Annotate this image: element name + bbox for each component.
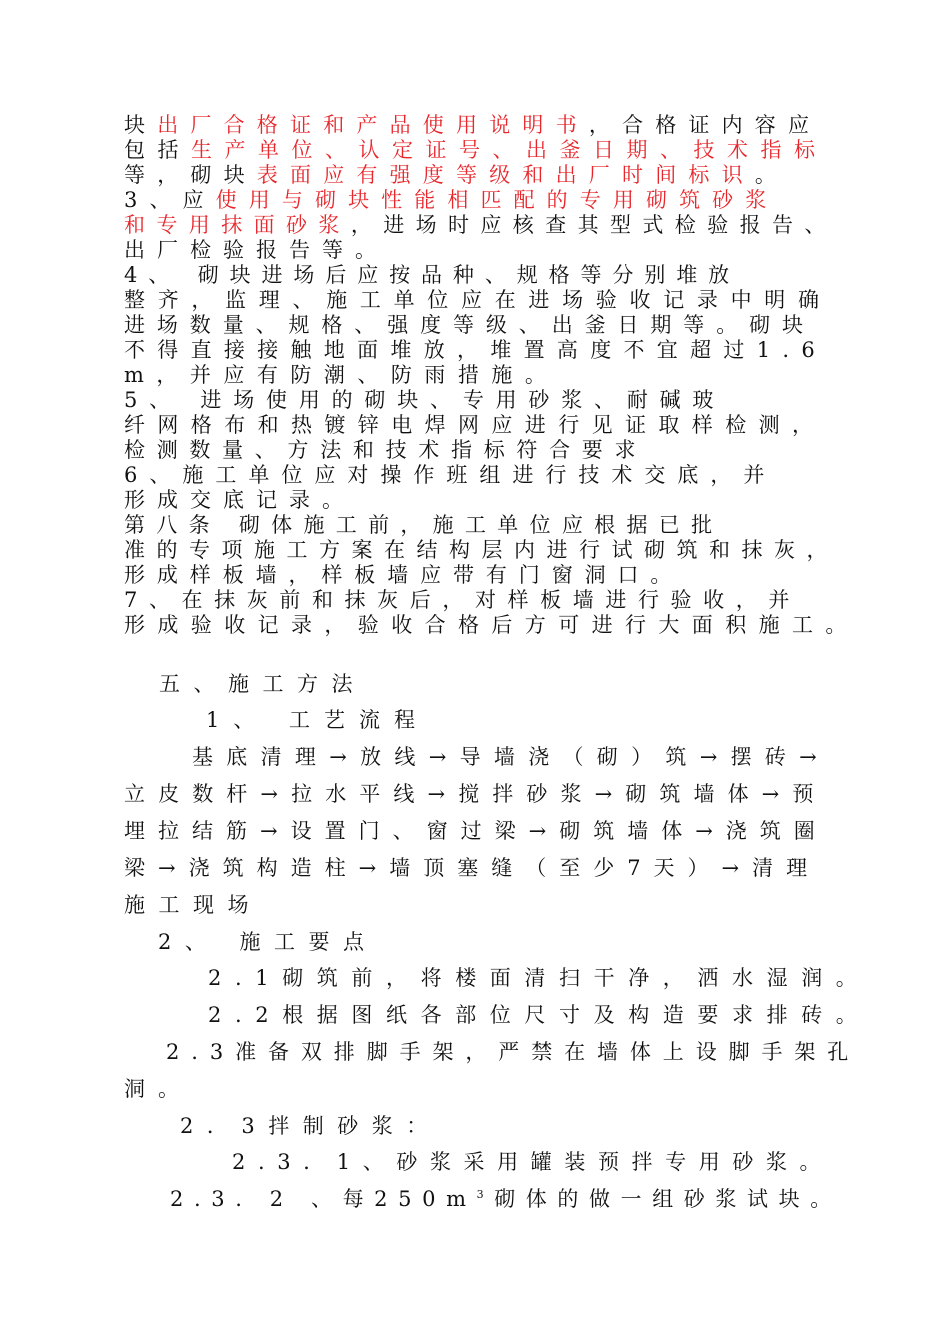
section-heading	[159, 668, 366, 700]
text-segment: 形成样板墙，样板墙应带有门窗洞口。	[124, 563, 684, 587]
text-segment: 。	[754, 163, 789, 187]
text-segment: 整齐，监理、施工单位应在进场验收记录中明确	[124, 288, 832, 312]
text-line	[124, 1073, 192, 1105]
text-segment: 5、 进场使用的砌块、专用砂浆、耐碱玻	[124, 388, 726, 412]
text-segment: 基底清理→放线→导墙浇（砌）筑→摆砖→	[192, 745, 831, 769]
text-segment: 五、施工方法	[159, 672, 366, 696]
text-segment: 施工现场	[124, 893, 262, 917]
subsection-heading	[206, 704, 429, 736]
text-segment: ，合格证内容应	[588, 113, 822, 137]
text-segment: 6、施工单位应对操作班组进行技术交底，并	[124, 463, 777, 487]
text-line	[192, 741, 830, 773]
highlighted-text: 表面应有强度等级和出厂时间标识	[256, 163, 755, 187]
text-segment: 2.3准备双排脚手架，严禁在墙体上设脚手架孔	[166, 1040, 861, 1064]
text-segment: 等，砌块	[124, 163, 257, 187]
text-segment: m，并应有防潮、防雨措施。	[124, 363, 559, 387]
text-line	[166, 1036, 860, 1068]
text-line	[124, 815, 828, 847]
subsection-heading	[158, 926, 378, 958]
text-line	[124, 609, 859, 641]
text-segment: 1、 工艺流程	[206, 708, 430, 732]
highlighted-text: 使用与砌块性能相匹配的专用砌筑砂浆	[215, 188, 779, 212]
text-line	[208, 999, 870, 1031]
text-segment: 准的专项施工方案在结构层内进行试砌筑和抹灰，	[124, 538, 839, 562]
text-segment: 立皮数杆→拉水平线→搅拌砂浆→砌筑墙体→预	[124, 782, 827, 806]
text-segment: 2.3．1、砂浆采用罐装预拌专用砂浆。	[232, 1150, 834, 1174]
text-segment: 3、应	[124, 188, 216, 212]
text-segment: 2、 施工要点	[158, 930, 378, 954]
text-segment: 形成交底记录。	[124, 488, 355, 512]
text-segment: 2.3. 2 、每250m	[170, 1187, 477, 1211]
text-segment: 洞。	[124, 1077, 192, 1101]
text-segment: 纤网格布和热镀锌电焊网应进行见证取样检测，	[124, 413, 826, 437]
text-segment: 包括	[124, 138, 191, 162]
text-segment: 砌体的做一组砂浆试块。	[494, 1187, 842, 1211]
highlighted-text: 和专用抹面砂浆	[124, 213, 351, 237]
superscript: 3	[476, 1188, 495, 1201]
text-line	[124, 889, 262, 921]
text-segment: 梁→浇筑构造柱→墙顶塞缝（至少7天）→清理	[124, 856, 821, 880]
text-line	[124, 778, 826, 810]
text-segment: ，进场时应核查其型式检验报告、	[350, 213, 837, 237]
text-segment: 出厂检验报告等。	[124, 238, 388, 262]
text-segment: 2．3拌制砂浆：	[180, 1114, 441, 1138]
text-segment: 检测数量、方法和技术指标符合要求	[124, 438, 648, 462]
highlighted-text: 生产单位、认定证号、出釜日期、技术指标	[191, 138, 828, 162]
text-segment: 不得直接接触地面堆放，堆置高度不宜超过1.6	[124, 338, 827, 362]
text-line	[208, 962, 870, 994]
text-segment: 7、在抹灰前和抹灰后，对样板墙进行验收，并	[124, 588, 801, 612]
text-segment: 形成验收记录，验收合格后方可进行大面积施工。	[124, 613, 859, 637]
text-segment: 2.1砌筑前，将楼面清扫干净，洒水湿润。	[208, 966, 871, 990]
text-segment: 块	[124, 113, 158, 137]
text-line	[180, 1110, 441, 1142]
text-segment: 2.2根据图纸各部位尺寸及构造要求排砖。	[208, 1003, 871, 1027]
highlighted-text: 出厂合格证和产品使用说明书	[157, 113, 589, 137]
text-line	[232, 1146, 833, 1178]
text-segment: 第八条 砌体施工前，施工单位应根据已批	[124, 513, 724, 537]
text-line	[124, 852, 820, 884]
text-segment: 埋拉结筋→设置门、窗过梁→砌筑墙体→浇筑圈	[124, 819, 828, 843]
text-segment: 进场数量、规格、强度等级、出釜日期等。砌块	[124, 313, 815, 337]
text-segment: 4、 砌块进场后应按品种、规格等分别堆放	[124, 263, 741, 287]
text-line	[170, 1183, 842, 1215]
